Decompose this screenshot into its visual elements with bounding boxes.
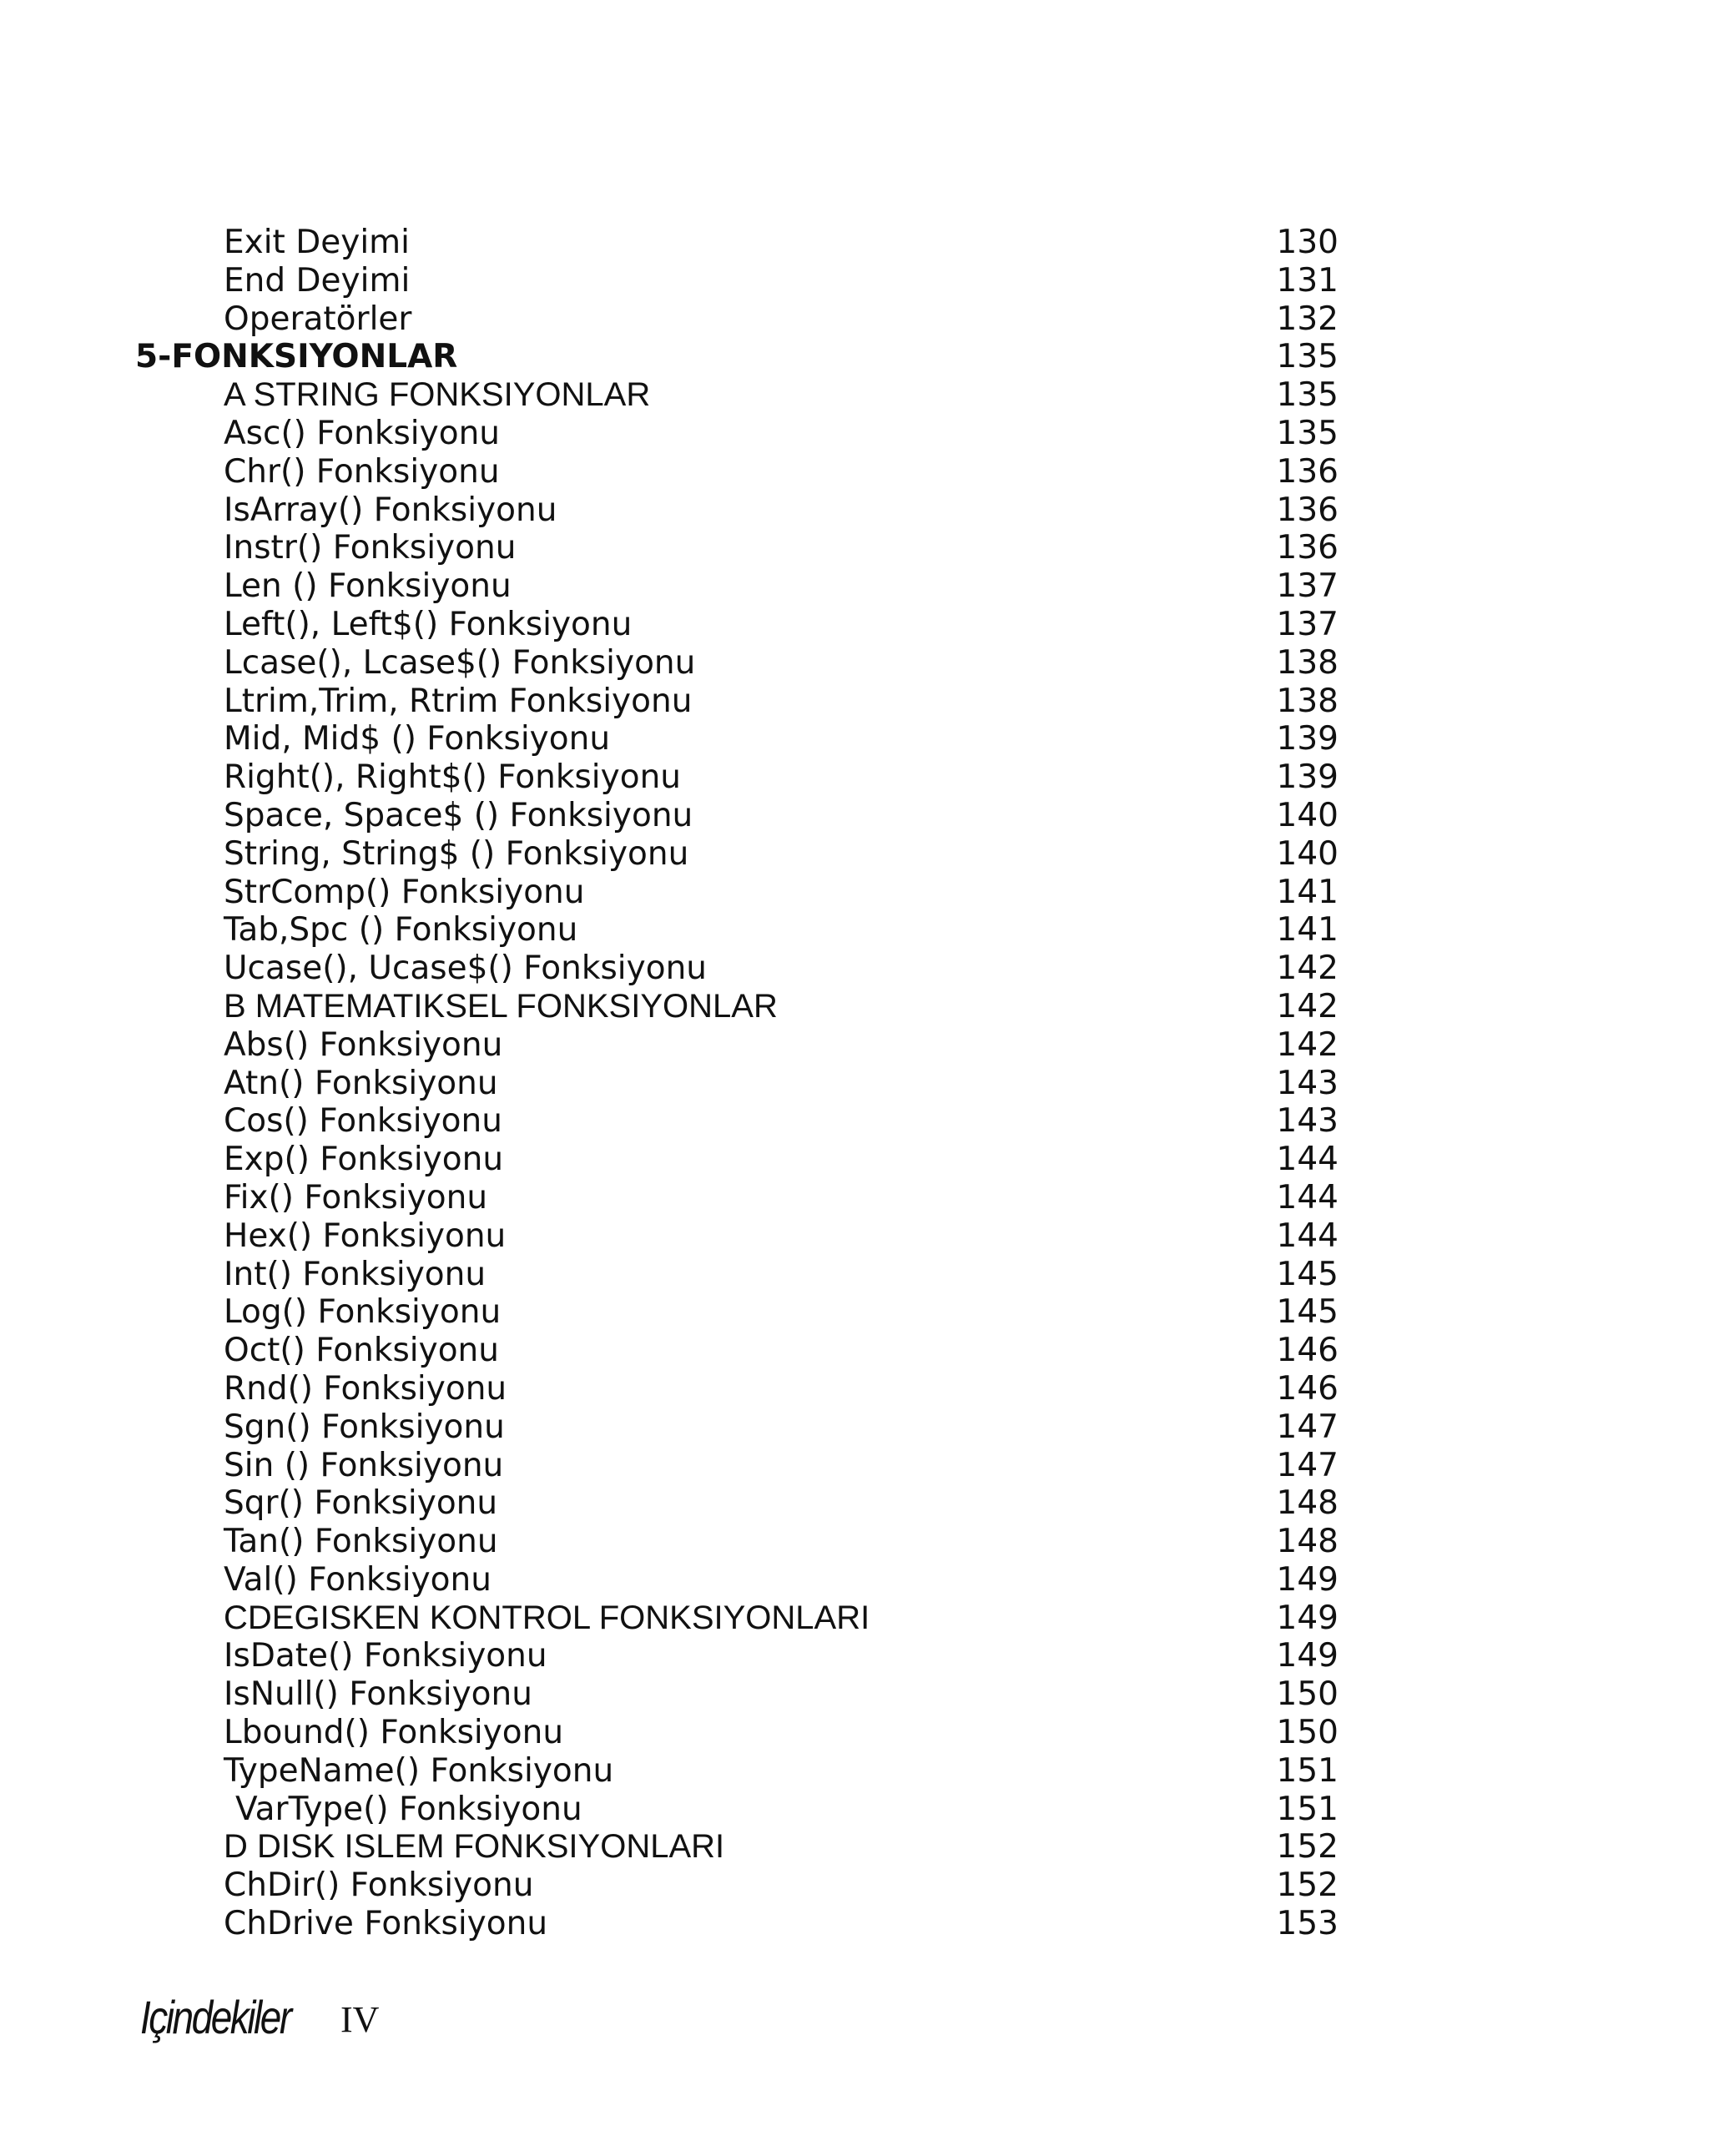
- toc-entry-page-number: 138: [1276, 643, 1338, 682]
- toc-entry-page-number: 136: [1276, 529, 1338, 567]
- toc-section-entry: [0, 988, 1709, 1026]
- toc-entry: [0, 1447, 1709, 1485]
- toc-entry-label: Sin () Fonksiyonu: [224, 1446, 504, 1484]
- toc-entry-page-number: 149: [1276, 1637, 1338, 1675]
- toc-entry: [0, 911, 1709, 950]
- toc-entry-page-number: 142: [1276, 950, 1338, 988]
- toc-entry: [0, 1523, 1709, 1561]
- toc-entry-page-number: 147: [1276, 1408, 1338, 1446]
- toc-entry: [0, 720, 1709, 758]
- toc-entry-label: 5-FONKSIYONLAR: [135, 338, 458, 376]
- toc-entry-page-number: 148: [1276, 1523, 1338, 1561]
- toc-entry-label: B MATEMATIKSEL FONKSIYONLAR: [224, 987, 778, 1025]
- toc-entry: [0, 950, 1709, 988]
- toc-entry: [0, 529, 1709, 567]
- toc-entry-label: Log() Fonksiyonu: [224, 1293, 502, 1332]
- toc-entry: [0, 1370, 1709, 1408]
- toc-entry: [0, 1102, 1709, 1141]
- toc-entry-page-number: 150: [1276, 1714, 1338, 1752]
- toc-entry-label: ChDrive Fonksiyonu: [224, 1905, 548, 1943]
- footer-title: Içindekiler: [140, 1991, 290, 2043]
- toc-entry-page-number: 144: [1276, 1141, 1338, 1179]
- toc-entry-label: Abs() Fonksiyonu: [224, 1025, 503, 1064]
- toc-entry-label: Val() Fonksiyonu: [224, 1560, 492, 1599]
- toc-entry-label: Int() Fonksiyonu: [224, 1255, 486, 1293]
- toc-entry-label: Right(), Right$() Fonksiyonu: [224, 758, 681, 797]
- toc-entry-label: Left(), Left$() Fonksiyonu: [224, 605, 633, 643]
- toc-entry-page-number: 140: [1276, 834, 1338, 873]
- toc-entry-label: Oct() Fonksiyonu: [224, 1332, 499, 1370]
- toc-entry-label: Exit Deyimi: [224, 224, 411, 261]
- toc-entry-page-number: 146: [1276, 1369, 1338, 1408]
- toc-entry-page-number: 148: [1276, 1484, 1338, 1523]
- toc-section-entry: [0, 1828, 1709, 1866]
- toc-entry: [0, 1293, 1709, 1332]
- toc-entry: [0, 683, 1709, 721]
- toc-entry-label: VarType() Fonksiyonu: [235, 1790, 582, 1828]
- toc-entry: [0, 1141, 1709, 1179]
- toc-entry-page-number: 147: [1276, 1446, 1338, 1484]
- toc-entry: [0, 874, 1709, 912]
- toc-entry-label: TypeName() Fonksiyonu: [224, 1751, 614, 1790]
- toc-entry-label: A STRING FONKSIYONLAR: [224, 376, 651, 414]
- toc-entry-page-number: 144: [1276, 1178, 1338, 1217]
- toc-entry-label: Cos() Fonksiyonu: [224, 1102, 502, 1141]
- toc-entry-label: Lcase(), Lcase$() Fonksiyonu: [224, 643, 696, 682]
- toc-entry-label: End Deyimi: [224, 261, 411, 300]
- table-of-contents: [0, 224, 1709, 1943]
- toc-entry-page-number: 145: [1276, 1255, 1338, 1293]
- toc-entry: [0, 1484, 1709, 1523]
- toc-section-entry: [0, 376, 1709, 415]
- toc-entry-page-number: 135: [1276, 414, 1338, 452]
- toc-entry: [0, 1675, 1709, 1714]
- toc-entry-label: Hex() Fonksiyonu: [224, 1217, 507, 1255]
- toc-entry: [0, 797, 1709, 835]
- toc-entry-label: Atn() Fonksiyonu: [224, 1064, 498, 1102]
- toc-entry: [0, 1637, 1709, 1675]
- toc-entry-label: Sgn() Fonksiyonu: [224, 1408, 505, 1446]
- toc-entry: [0, 1065, 1709, 1103]
- toc-entry: [0, 567, 1709, 606]
- toc-entry-page-number: 152: [1276, 1866, 1338, 1905]
- toc-entry-label: String, String$ () Fonksiyonu: [224, 834, 689, 873]
- toc-entry-page-number: 142: [1276, 1025, 1338, 1064]
- toc-entry-label: Operatörler: [224, 300, 412, 338]
- toc-entry-page-number: 137: [1276, 567, 1338, 606]
- toc-entry: [0, 1791, 1709, 1829]
- toc-entry: [0, 491, 1709, 530]
- toc-entry-label: Asc() Fonksiyonu: [224, 414, 501, 452]
- toc-entry-label: Ltrim,Trim, Rtrim Fonksiyonu: [224, 682, 693, 720]
- page-footer: [140, 1990, 380, 2044]
- toc-entry-page-number: 138: [1276, 682, 1338, 720]
- toc-entry-page-number: 139: [1276, 758, 1338, 797]
- toc-entry: [0, 300, 1709, 339]
- toc-entry: [0, 835, 1709, 874]
- toc-entry-label: StrComp() Fonksiyonu: [224, 873, 585, 911]
- toc-section-entry: [0, 1599, 1709, 1638]
- toc-entry-label: Len () Fonksiyonu: [224, 567, 512, 606]
- toc-entry: [0, 606, 1709, 644]
- toc-entry: [0, 224, 1709, 262]
- toc-entry-page-number: 152: [1276, 1828, 1338, 1866]
- toc-entry-page-number: 135: [1276, 338, 1338, 376]
- toc-entry-label: IsArray() Fonksiyonu: [224, 491, 557, 529]
- toc-entry-label: Lbound() Fonksiyonu: [224, 1714, 564, 1752]
- toc-entry-page-number: 150: [1276, 1675, 1338, 1714]
- toc-entry-label: D DISK ISLEM FONKSIYONLARI: [224, 1828, 725, 1866]
- toc-entry-label: CDEGISKEN KONTROL FONKSIYONLARI: [224, 1599, 870, 1636]
- toc-entry-page-number: 151: [1276, 1790, 1338, 1828]
- toc-entry-page-number: 140: [1276, 796, 1338, 834]
- toc-entry: [0, 262, 1709, 300]
- toc-entry-label: IsDate() Fonksiyonu: [224, 1637, 547, 1675]
- toc-entry: [0, 758, 1709, 797]
- toc-entry: [0, 1561, 1709, 1599]
- toc-entry-page-number: 151: [1276, 1751, 1338, 1790]
- toc-entry-page-number: 142: [1276, 987, 1338, 1025]
- toc-entry-page-number: 143: [1276, 1064, 1338, 1102]
- toc-entry-page-number: 141: [1276, 911, 1338, 950]
- toc-entry-label: Exp() Fonksiyonu: [224, 1141, 504, 1179]
- toc-entry-page-number: 146: [1276, 1332, 1338, 1370]
- toc-entry-page-number: 143: [1276, 1102, 1338, 1141]
- toc-entry-label: Space, Space$ () Fonksiyonu: [224, 796, 693, 834]
- toc-entry: [0, 1752, 1709, 1791]
- footer-page-number: IV: [340, 1999, 380, 2040]
- toc-entry: [0, 1866, 1709, 1905]
- toc-entry: [0, 644, 1709, 683]
- toc-entry: [0, 1217, 1709, 1256]
- toc-entry: [0, 1714, 1709, 1752]
- toc-entry-label: Fix() Fonksiyonu: [224, 1178, 488, 1217]
- toc-entry: [0, 1179, 1709, 1217]
- toc-chapter-entry: [0, 338, 1709, 376]
- toc-entry-page-number: 136: [1276, 452, 1338, 491]
- toc-entry-page-number: 141: [1276, 873, 1338, 911]
- toc-entry-page-number: 136: [1276, 491, 1338, 529]
- toc-entry: [0, 453, 1709, 491]
- toc-entry-label: Instr() Fonksiyonu: [224, 529, 517, 567]
- toc-entry-page-number: 149: [1276, 1599, 1338, 1637]
- toc-entry-page-number: 144: [1276, 1217, 1338, 1255]
- toc-entry-page-number: 145: [1276, 1293, 1338, 1332]
- toc-entry-page-number: 135: [1276, 376, 1338, 415]
- toc-entry: [0, 1026, 1709, 1065]
- toc-entry-label: ChDir() Fonksiyonu: [224, 1866, 534, 1905]
- toc-entry: [0, 1408, 1709, 1447]
- toc-entry-page-number: 139: [1276, 720, 1338, 758]
- toc-entry: [0, 1256, 1709, 1294]
- toc-entry-label: Tab,Spc () Fonksiyonu: [224, 911, 578, 950]
- toc-entry-label: Tan() Fonksiyonu: [224, 1523, 498, 1561]
- toc-entry-label: Mid, Mid$ () Fonksiyonu: [224, 720, 611, 758]
- toc-entry: [0, 415, 1709, 453]
- toc-entry-page-number: 149: [1276, 1560, 1338, 1599]
- toc-entry: [0, 1905, 1709, 1943]
- toc-entry-label: IsNull() Fonksiyonu: [224, 1675, 532, 1714]
- toc-entry-page-number: 130: [1276, 224, 1338, 261]
- toc-entry-label: Chr() Fonksiyonu: [224, 452, 500, 491]
- toc-entry-page-number: 132: [1276, 300, 1338, 338]
- toc-entry-page-number: 131: [1276, 261, 1338, 300]
- toc-entry-page-number: 137: [1276, 605, 1338, 643]
- toc-entry: [0, 1332, 1709, 1370]
- toc-entry-label: Rnd() Fonksiyonu: [224, 1369, 507, 1408]
- toc-entry-page-number: 153: [1276, 1905, 1338, 1943]
- toc-entry-label: Ucase(), Ucase$() Fonksiyonu: [224, 950, 708, 988]
- toc-entry-label: Sqr() Fonksiyonu: [224, 1484, 498, 1523]
